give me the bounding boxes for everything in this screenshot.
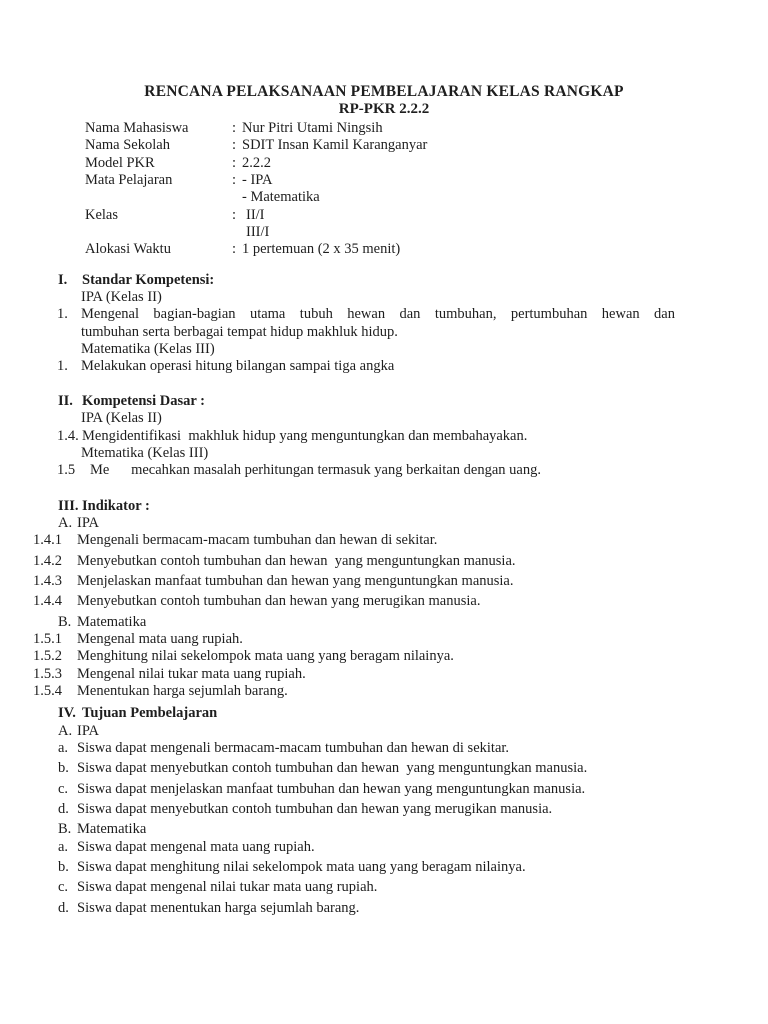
item-number: 1.4. bbox=[57, 427, 79, 444]
meta-colon: : bbox=[232, 206, 237, 223]
item-number: b. bbox=[58, 859, 69, 876]
item-text: Mengenal mata uang rupiah. bbox=[77, 630, 243, 647]
subject-label: IPA (Kelas II) bbox=[81, 410, 162, 427]
list-item-letter bbox=[58, 515, 768, 532]
list-item bbox=[58, 839, 768, 856]
meta-row-model-pkr bbox=[85, 155, 768, 172]
item-number: c. bbox=[58, 780, 69, 797]
list-item bbox=[33, 532, 768, 549]
section-heading-row bbox=[58, 272, 768, 289]
meta-colon bbox=[232, 224, 242, 241]
meta-colon: : bbox=[232, 137, 237, 154]
list-item-letter bbox=[58, 821, 768, 838]
item-text: Siswa dapat mengenal mata uang rupiah. bbox=[77, 838, 315, 855]
section-tujuan-pembelajaran bbox=[0, 705, 768, 917]
item-text: Siswa dapat menyebutkan contoh tumbuhan dan hewan yang menguntungkan manusia. bbox=[77, 760, 588, 777]
subject-label: IPA (Kelas II) bbox=[81, 289, 162, 306]
meta-value: III/I bbox=[246, 224, 270, 241]
meta-value: 2.2.2 bbox=[242, 154, 271, 171]
meta-colon: : bbox=[232, 241, 237, 258]
list-item-letter bbox=[58, 723, 768, 740]
item-number: B. bbox=[58, 613, 72, 630]
item-number: 1.4.4 bbox=[33, 593, 62, 610]
item-number: a. bbox=[58, 740, 69, 756]
item-text: Mengidentifikasi makhluk hidup yang menguntungkan dan membahayakan. bbox=[82, 427, 528, 444]
meta-label: Model PKR bbox=[85, 154, 155, 171]
meta-row-mata-pelajaran-2 bbox=[85, 189, 768, 206]
item-text: Siswa dapat menghitung nilai sekelompok mata uang yang beragam nilainya. bbox=[77, 859, 526, 876]
item-text bbox=[81, 306, 675, 341]
meta-value: Nur Pitri Utami Ningsih bbox=[242, 120, 383, 136]
list-item bbox=[58, 801, 768, 818]
section-number: IV. bbox=[58, 705, 76, 722]
list-item bbox=[57, 358, 768, 375]
list-item bbox=[57, 306, 768, 341]
item-number: 1.5.2 bbox=[33, 648, 62, 665]
item-text: Siswa dapat menentukan harga sejumlah barang. bbox=[77, 899, 360, 916]
item-text: Mengenali bermacam-macam tumbuhan dan hewan di sekitar. bbox=[77, 532, 438, 549]
section-heading-row bbox=[58, 705, 768, 722]
item-text: Menyebutkan contoh tumbuhan dan hewan yang menguntungkan manusia. bbox=[77, 552, 516, 569]
item-number: c. bbox=[58, 879, 69, 896]
list-item bbox=[57, 462, 768, 479]
item-number: a. bbox=[58, 838, 69, 855]
item-text: Menyebutkan contoh tumbuhan dan hewan yang merugikan manusia. bbox=[77, 593, 481, 610]
section-heading: Kompetensi Dasar : bbox=[82, 392, 205, 409]
meta-row-nama-sekolah bbox=[85, 137, 768, 154]
document-subtitle: RP-PKR 2.2.2 bbox=[338, 100, 430, 117]
item-text: Siswa dapat mengenali bermacam-macam tumbuhan dan hewan di sekitar. bbox=[77, 740, 510, 756]
item-text: Menjelaskan manfaat tumbuhan dan hewan yang menguntungkan manusia. bbox=[77, 572, 514, 589]
list-item-letter bbox=[58, 614, 768, 631]
item-number: 1.5.4 bbox=[33, 682, 62, 699]
item-text: Me mecahkan masalah perhitungan termasuk yang berkaitan dengan uang. bbox=[90, 462, 541, 479]
subject-label: Matematika (Kelas III) bbox=[81, 341, 215, 358]
item-text: Siswa dapat menjelaskan manfaat tumbuhan dan hewan yang menguntungkan manusia. bbox=[77, 780, 586, 797]
item-number: 1.4.2 bbox=[33, 552, 62, 569]
meta-row-kelas bbox=[85, 207, 768, 224]
list-item bbox=[33, 631, 768, 648]
meta-label: Nama Sekolah bbox=[85, 137, 170, 154]
list-item bbox=[33, 666, 768, 683]
meta-value: 1 pertemuan (2 x 35 menit) bbox=[242, 241, 401, 258]
meta-label bbox=[85, 224, 232, 241]
item-text: Matematika bbox=[77, 613, 147, 630]
list-item bbox=[58, 781, 768, 798]
item-number: 1. bbox=[57, 358, 68, 375]
list-item bbox=[33, 683, 768, 700]
list-item bbox=[58, 900, 768, 917]
item-text: Siswa dapat mengenal nilai tukar mata uang rupiah. bbox=[77, 879, 378, 896]
section-number: III. bbox=[58, 497, 79, 514]
section-heading: Tujuan Pembelajaran bbox=[82, 705, 218, 722]
item-number: 1.5 bbox=[57, 462, 76, 479]
meta-value: - IPA bbox=[242, 172, 273, 189]
item-number: b. bbox=[58, 760, 69, 777]
list-item bbox=[57, 428, 768, 445]
list-item bbox=[58, 859, 768, 876]
section-standar-kompetensi bbox=[0, 272, 768, 376]
subject-label: Mtematika (Kelas III) bbox=[81, 444, 209, 461]
list-item bbox=[58, 879, 768, 896]
item-text: Matematika bbox=[77, 821, 147, 838]
item-text: Menentukan harga sejumlah barang. bbox=[77, 682, 288, 699]
meta-colon: : bbox=[232, 120, 237, 136]
list-item bbox=[33, 553, 768, 570]
list-item bbox=[33, 573, 768, 590]
meta-label: Nama Mahasiswa bbox=[85, 120, 189, 136]
item-text: IPA bbox=[77, 722, 100, 739]
section-number: II. bbox=[58, 392, 73, 409]
section-number: I. bbox=[58, 271, 68, 288]
list-item bbox=[58, 740, 768, 757]
item-number: 1.5.3 bbox=[33, 665, 62, 682]
meta-value: II/I bbox=[246, 206, 265, 223]
item-text-line1: Mengenal bagian-bagian utama tubuh hewan dan tumbuhan, pertumbuhan hewan dan bbox=[81, 306, 675, 323]
list-item bbox=[58, 760, 768, 777]
item-text: IPA bbox=[77, 514, 100, 531]
document-title: RENCANA PELAKSANAAN PEMBELAJARAN KELAS RANGKAP bbox=[144, 83, 624, 100]
document-meta-block bbox=[85, 120, 768, 259]
item-number: 1. bbox=[57, 306, 68, 323]
list-item bbox=[33, 648, 768, 665]
meta-value: - Matematika bbox=[242, 189, 320, 206]
section-heading: Standar Kompetensi: bbox=[82, 271, 215, 288]
list-item bbox=[33, 593, 768, 610]
item-number: d. bbox=[58, 899, 69, 916]
section-heading: Indikator : bbox=[82, 497, 150, 514]
section-indikator bbox=[0, 498, 768, 701]
item-text-line2: tumbuhan serta berbagai tempat hidup makhluk hidup. bbox=[81, 323, 398, 340]
item-number: d. bbox=[58, 801, 69, 818]
item-number: 1.4.1 bbox=[33, 532, 62, 549]
item-number: B. bbox=[58, 821, 72, 838]
meta-label: Alokasi Waktu bbox=[85, 241, 171, 258]
item-number: A. bbox=[58, 722, 73, 739]
section-heading-row bbox=[58, 393, 768, 410]
meta-row-nama-mahasiswa bbox=[85, 120, 768, 137]
item-number: 1.4.3 bbox=[33, 572, 62, 589]
meta-label bbox=[85, 189, 232, 206]
meta-colon: : bbox=[232, 172, 237, 189]
meta-label: Mata Pelajaran bbox=[85, 172, 173, 189]
section-kompetensi-dasar bbox=[0, 393, 768, 480]
meta-row-mata-pelajaran bbox=[85, 172, 768, 189]
item-text: Siswa dapat menyebutkan contoh tumbuhan dan hewan yang merugikan manusia. bbox=[77, 801, 553, 818]
section-heading-row bbox=[58, 498, 768, 515]
item-text: Mengenal nilai tukar mata uang rupiah. bbox=[77, 665, 306, 682]
meta-colon bbox=[232, 189, 242, 206]
meta-value: SDIT Insan Kamil Karanganyar bbox=[242, 137, 428, 154]
meta-row-kelas-2 bbox=[85, 224, 768, 241]
meta-row-alokasi-waktu bbox=[85, 241, 768, 258]
meta-label: Kelas bbox=[85, 206, 119, 223]
item-number: A. bbox=[58, 514, 73, 531]
meta-colon: : bbox=[232, 154, 237, 171]
item-number: 1.5.1 bbox=[33, 630, 62, 647]
item-text: Melakukan operasi hitung bilangan sampai tiga angka bbox=[81, 358, 395, 375]
item-text: Menghitung nilai sekelompok mata uang yang beragam nilainya. bbox=[77, 648, 454, 665]
